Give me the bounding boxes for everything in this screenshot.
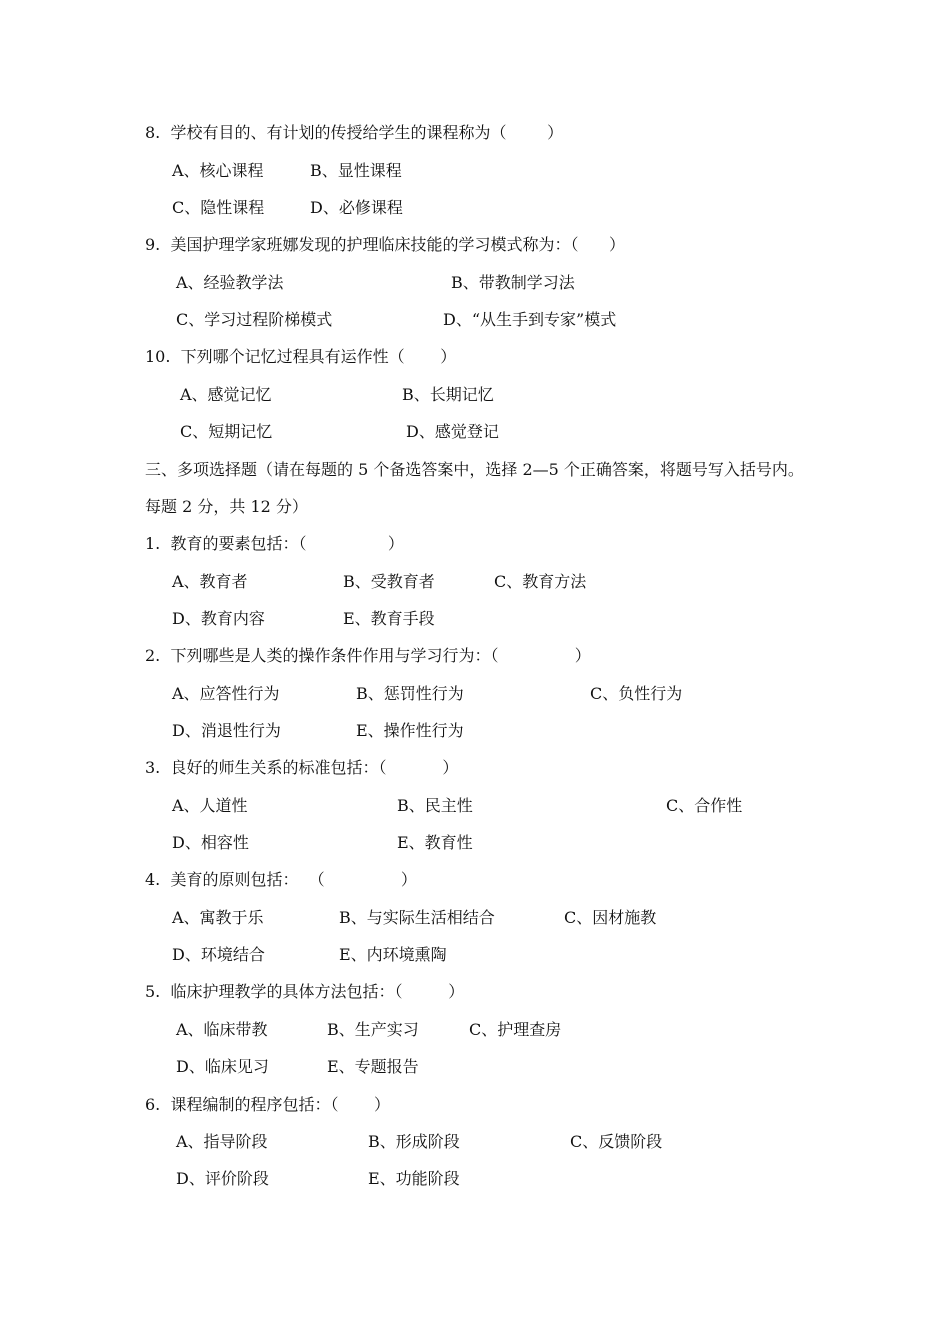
multi-question-2-option-c: C、负性行为 (590, 684, 683, 703)
multi-question-6-option-a: A、指导阶段 (176, 1132, 268, 1151)
multi-question-5-stem: 5. 临床护理教学的具体方法包括：（ ） (145, 982, 465, 1001)
question-9-option-a: A、经验教学法 (176, 273, 284, 292)
section-heading: 三、多项选择题（请在每题的 5 个备选答案中，选择 2—5 个正确答案，将题号写入括号内。 (145, 460, 804, 479)
question-10-option-c: C、短期记忆 (180, 422, 273, 441)
multi-question-3-option-e: E、教育性 (397, 833, 473, 852)
multi-question-6-option-d: D、评价阶段 (176, 1169, 269, 1188)
multi-question-4-option-e: E、内环境熏陶 (339, 945, 447, 964)
multi-question-2-option-d: D、消退性行为 (172, 721, 281, 740)
multi-question-1-option-e: E、教育手段 (343, 609, 435, 628)
multi-question-4-stem: 4. 美育的原则包括： （ ） (145, 870, 417, 889)
question-10-option-a: A、感觉记忆 (180, 385, 272, 404)
question-8-stem: 8. 学校有目的、有计划的传授给学生的课程称为（ ） (145, 123, 564, 142)
question-8-option-c: C、隐性课程 (172, 198, 265, 217)
question-10-stem: 10. 下列哪个记忆过程具有运作性（ ） (145, 347, 457, 366)
multi-question-6-option-b: B、形成阶段 (368, 1132, 460, 1151)
question-10-option-d: D、感觉登记 (406, 422, 499, 441)
multi-question-4-option-d: D、环境结合 (172, 945, 265, 964)
multi-question-1-option-d: D、教育内容 (172, 609, 265, 628)
multi-question-1-option-b: B、受教育者 (343, 572, 435, 591)
multi-question-3-stem: 3. 良好的师生关系的标准包括：（ ） (145, 758, 459, 777)
multi-question-3-option-b: B、民主性 (397, 796, 473, 815)
question-9-stem: 9. 美国护理学家班娜发现的护理临床技能的学习模式称为：（ ） (145, 235, 625, 254)
multi-question-3-option-c: C、合作性 (666, 796, 743, 815)
multi-question-5-option-d: D、临床见习 (176, 1057, 269, 1076)
question-10-option-b: B、长期记忆 (402, 385, 494, 404)
multi-question-4-option-a: A、寓教于乐 (172, 908, 264, 927)
question-8-option-b: B、显性课程 (310, 161, 402, 180)
question-8-option-a: A、核心课程 (172, 161, 264, 180)
multi-question-5-option-c: C、护理查房 (469, 1020, 562, 1039)
multi-question-1-option-a: A、教育者 (172, 572, 248, 591)
multi-question-2-stem: 2. 下列哪些是人类的操作条件作用与学习行为：（ ） (145, 646, 591, 665)
question-8-option-d: D、必修课程 (310, 198, 403, 217)
multi-question-2-option-a: A、应答性行为 (172, 684, 280, 703)
question-9-option-d: D、“从生手到专家”模式 (443, 310, 617, 329)
multi-question-3-option-d: D、相容性 (172, 833, 249, 852)
multi-question-6-option-c: C、反馈阶段 (570, 1132, 663, 1151)
multi-question-6-stem: 6. 课程编制的程序包括：（ ） (145, 1095, 391, 1114)
multi-question-3-option-a: A、人道性 (172, 796, 248, 815)
multi-question-5-option-b: B、生产实习 (327, 1020, 419, 1039)
multi-question-1-stem: 1. 教育的要素包括：（ ） (145, 534, 404, 553)
multi-question-2-option-e: E、操作性行为 (356, 721, 464, 740)
question-9-option-b: B、带教制学习法 (451, 273, 575, 292)
question-9-option-c: C、学习过程阶梯模式 (176, 310, 333, 329)
multi-question-4-option-c: C、因材施教 (564, 908, 657, 927)
section-heading-scoring: 每题 2 分，共 12 分） (145, 497, 308, 516)
multi-question-5-option-a: A、临床带教 (176, 1020, 268, 1039)
multi-question-6-option-e: E、功能阶段 (368, 1169, 460, 1188)
multi-question-1-option-c: C、教育方法 (494, 572, 587, 591)
multi-question-5-option-e: E、专题报告 (327, 1057, 419, 1076)
multi-question-4-option-b: B、与实际生活相结合 (339, 908, 495, 927)
multi-question-2-option-b: B、惩罚性行为 (356, 684, 464, 703)
